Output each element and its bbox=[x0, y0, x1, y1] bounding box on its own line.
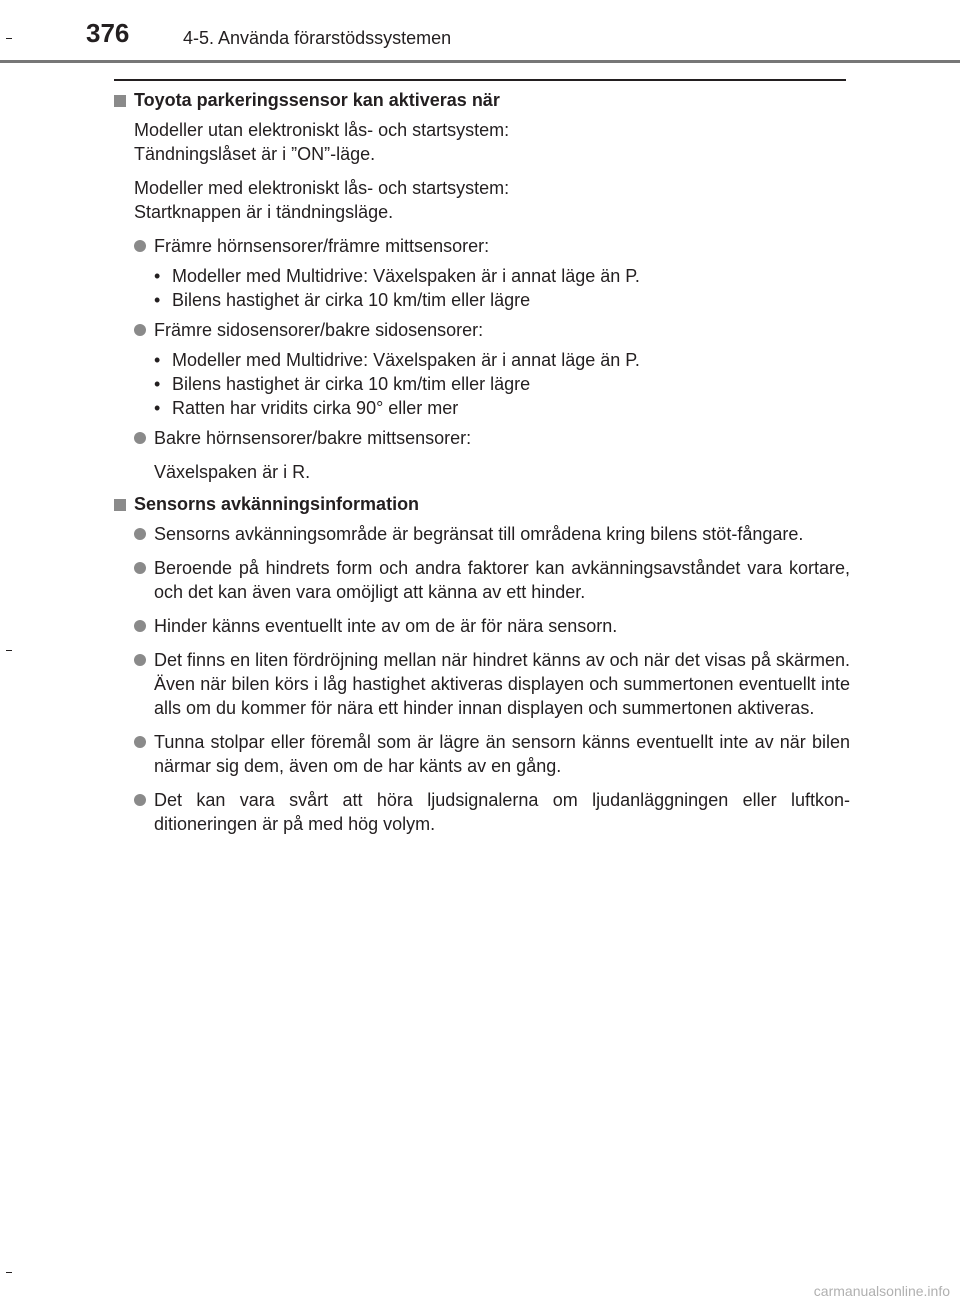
list-item-text: Modeller med Multidrive: Växelspaken är i annat läge än P. bbox=[172, 266, 640, 286]
paragraph-line: Modeller med elektroniskt lås- och startsystem: bbox=[134, 178, 510, 198]
bullet-too-close bbox=[114, 614, 850, 638]
circle-bullet-icon bbox=[134, 736, 146, 748]
circle-bullet-icon bbox=[134, 794, 146, 806]
paragraph-line: Modeller utan elektroniskt lås- och startsystem: bbox=[134, 120, 510, 140]
page-header bbox=[0, 0, 960, 60]
list-item-text: Bilens hastighet är cirka 10 km/tim eller lägre bbox=[172, 290, 531, 310]
circle-bullet-icon bbox=[134, 528, 146, 540]
bullet-text: Det kan vara svårt att höra ljudsignalerna om ljudanläggningen eller luftkon-ditioneringen är på med hög volym. bbox=[154, 790, 850, 834]
section-heading-detection-info bbox=[114, 492, 850, 516]
paragraph-line: Startknappen är i tändningsläge. bbox=[134, 202, 394, 222]
content-rule bbox=[114, 79, 846, 81]
bullet-text: Tunna stolpar eller föremål som är lägre än sensorn känns eventuellt inte av när bilen närmar sig dem, även om de har känts av en gång. bbox=[154, 732, 850, 776]
list-item: • Bilens hastighet är cirka 10 km/tim eller lägre bbox=[154, 374, 531, 394]
bullet-text: Främre sidosensorer/bakre sidosensorer: bbox=[154, 320, 484, 340]
watermark: carmanualsonline.info bbox=[813, 1283, 950, 1299]
header-rule bbox=[0, 60, 960, 63]
sublist-side-sensors bbox=[114, 348, 850, 420]
list-item: • Modeller med Multidrive: Växelspaken är i annat läge än P. bbox=[154, 266, 640, 286]
bullet-text: Beroende på hindrets form och andra faktorer kan avkänningsavståndet vara kortare, och det kan även vara omöjligt att känna av ett hinder. bbox=[154, 558, 850, 602]
bullet-audio-volume bbox=[114, 788, 850, 836]
bullet-thin-posts bbox=[114, 730, 850, 778]
bullet-delay bbox=[114, 648, 850, 720]
list-item-text: Ratten har vridits cirka 90° eller mer bbox=[172, 398, 459, 418]
page-number: 376 bbox=[86, 18, 130, 48]
square-bullet-icon bbox=[114, 499, 126, 511]
bullet-text: Sensorns avkänningsområde är begränsat till områdena kring bilens stöt-fångare. bbox=[154, 524, 804, 544]
heading-text: Toyota parkeringssensor kan aktiveras när bbox=[134, 90, 500, 110]
list-item-text: Bilens hastighet är cirka 10 km/tim eller lägre bbox=[172, 374, 531, 394]
bullet-side-sensors bbox=[114, 318, 850, 342]
bullet-detection-range bbox=[114, 522, 850, 546]
square-bullet-icon bbox=[114, 95, 126, 107]
list-item: • Ratten har vridits cirka 90° eller mer bbox=[154, 398, 459, 418]
sublist-front-corner bbox=[114, 264, 850, 312]
heading-text: Sensorns avkänningsinformation bbox=[134, 494, 420, 514]
bullet-text: Hinder känns eventuellt inte av om de är för nära sensorn. bbox=[154, 616, 618, 636]
circle-bullet-icon bbox=[134, 654, 146, 666]
paragraph-line: Tändningslåset är i ”ON”-läge. bbox=[134, 144, 376, 164]
list-item: • Modeller med Multidrive: Växelspaken är i annat läge än P. bbox=[154, 350, 640, 370]
paragraph-smart-key bbox=[114, 176, 850, 224]
circle-bullet-icon bbox=[134, 240, 146, 252]
section-title: 4-5. Använda förarstödssystemen bbox=[183, 28, 452, 48]
list-item: • Bilens hastighet är cirka 10 km/tim eller lägre bbox=[154, 290, 531, 310]
paragraph-line: Växelspaken är i R. bbox=[154, 462, 311, 482]
paragraph-no-smart-key bbox=[114, 118, 850, 166]
section-heading-activation bbox=[114, 88, 850, 112]
bullet-text: Bakre hörnsensorer/bakre mittsensorer: bbox=[154, 428, 472, 448]
circle-bullet-icon bbox=[134, 324, 146, 336]
page-content bbox=[114, 88, 850, 836]
bullet-rear-corner bbox=[114, 426, 850, 450]
crop-mark bbox=[6, 1272, 12, 1273]
paragraph-rear-condition bbox=[114, 460, 850, 484]
crop-mark bbox=[6, 650, 12, 651]
circle-bullet-icon bbox=[134, 432, 146, 444]
bullet-text: Det finns en liten fördröjning mellan när hindret känns av och när det visas på skärmen. Även när bilen körs i låg hastighet aktiveras displayen och summertonen eventuellt inte alls om du kommer för nära ett hinder innan displayen och summertonen aktiveras. bbox=[154, 650, 850, 718]
bullet-front-corner bbox=[114, 234, 850, 258]
circle-bullet-icon bbox=[134, 620, 146, 632]
bullet-obstacle-shape bbox=[114, 556, 850, 604]
circle-bullet-icon bbox=[134, 562, 146, 574]
crop-mark bbox=[6, 38, 12, 39]
list-item-text: Modeller med Multidrive: Växelspaken är i annat läge än P. bbox=[172, 350, 640, 370]
bullet-text: Främre hörnsensorer/främre mittsensorer: bbox=[154, 236, 490, 256]
